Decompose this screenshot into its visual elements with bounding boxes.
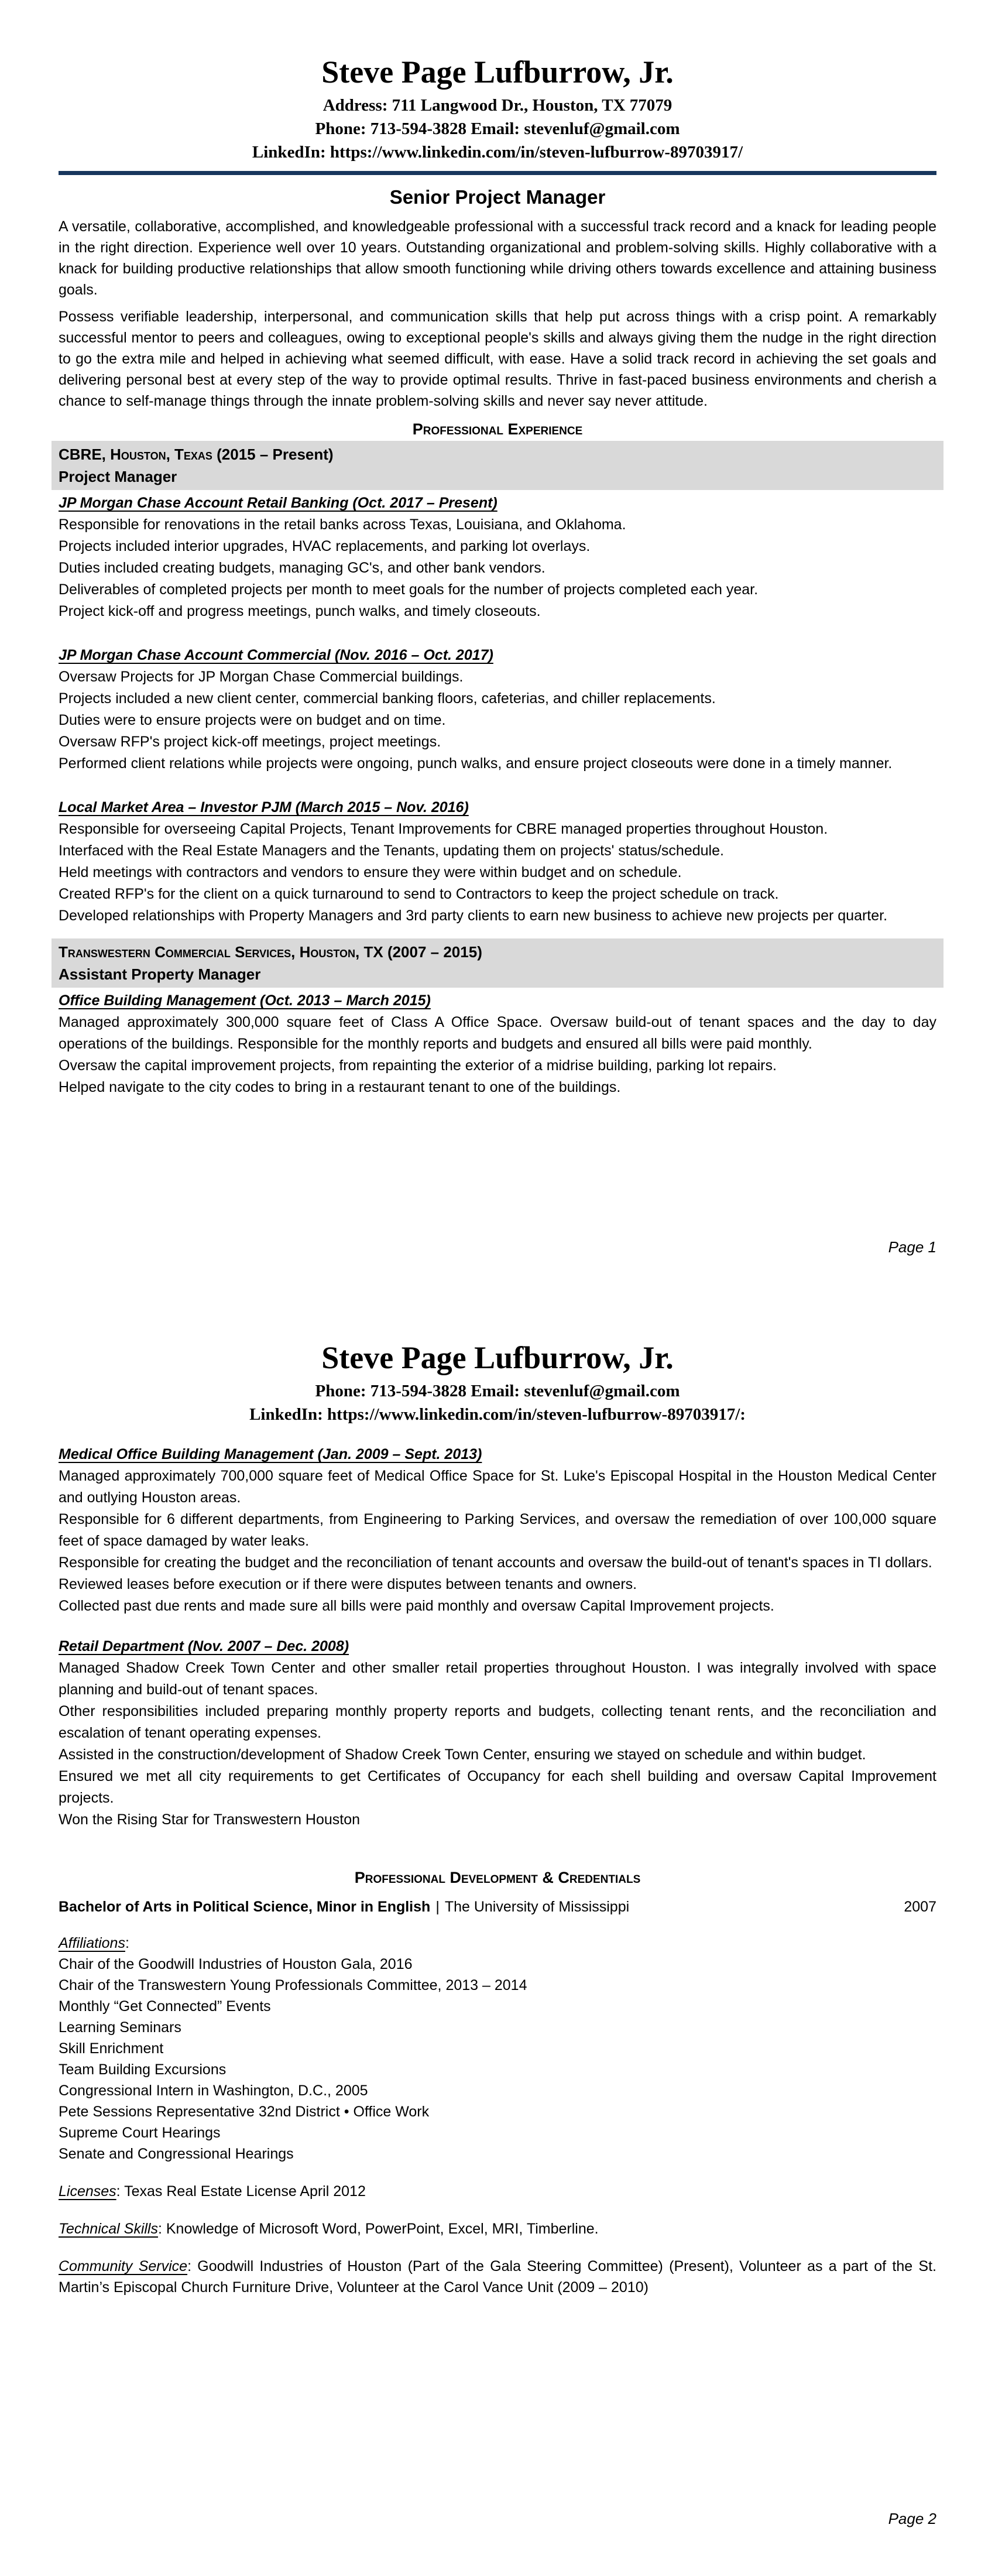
job-line: Project kick-off and progress meetings, punch walks, and timely closeouts. [59, 603, 541, 619]
header-divider-rule [59, 171, 936, 175]
job-line: Collected past due rents and made sure all bills were paid monthly and oversaw Capital Improvement projects. [59, 1598, 774, 1614]
job-line: Projects included a new client center, commercial banking floors, cafeterias, and chiller replacements. [59, 690, 716, 707]
summary-paragraph-2: Possess verifiable leadership, interpersonal, and communication skills that help put across things with a crisp point. A remarkably successful mentor to peers and colleagues, owing to exceptional people's skills and always giving them the nudge in the right direction to go the extra mile and helped in achieving what seemed difficult, with ease. Have a solid track record in achieving the set goals and delivering personal best at every step of the way to provide optimal results. Thrive in fast-paced business environments and cherish a chance to self-manage things through the innate problem-solving skills and never say never attitude. [59, 309, 936, 409]
job-line: Oversaw Projects for JP Morgan Chase Commercial buildings. [59, 669, 464, 685]
job-section-commercial [59, 645, 936, 775]
employer-role: Project Manager [59, 468, 177, 485]
section-heading-credentials: Professional Development & Credentials [354, 1869, 641, 1886]
affiliation-item: Pete Sessions Representative 32nd District • Office Work [59, 2104, 430, 2120]
linkedin-line: LinkedIn: https://www.linkedin.com/in/steven-lufburrow-89703917/ [252, 143, 743, 162]
affiliation-item: Congressional Intern in Washington, D.C., 2005 [59, 2082, 368, 2099]
employer-name-dates: (2007 – 2015) [383, 943, 482, 961]
licenses-label: Licenses [59, 2183, 116, 2200]
job-heading: Local Market Area – Investor PJM (March 2015 – Nov. 2016) [59, 799, 469, 816]
spacer [59, 2164, 936, 2181]
phone-email-line: Phone: 713-594-3828 Email: stevenluf@gmail.com [315, 1382, 680, 1400]
affiliation-item: Team Building Excursions [59, 2061, 227, 2078]
employer-role: Assistant Property Manager [59, 965, 261, 983]
job-section-retail-department [59, 1636, 936, 1831]
spacer [59, 775, 936, 794]
employer-block-transwestern [52, 938, 943, 988]
spacer [59, 2239, 936, 2256]
job-line: Won the Rising Star for Transwestern Houston [59, 1811, 361, 1828]
job-line: Projects included interior upgrades, HVAC replacements, and parking lot overlays. [59, 538, 591, 554]
job-heading: JP Morgan Chase Account Commercial (Nov. 2016 – Oct. 2017) [59, 647, 493, 663]
job-heading: Retail Department (Nov. 2007 – Dec. 2008) [59, 1638, 349, 1654]
job-line: Assisted in the construction/development of Shadow Creek Town Center, ensuring we stayed on schedule and within budget. [59, 1746, 866, 1763]
affiliation-item: Chair of the Transwestern Young Professionals Committee, 2013 – 2014 [59, 1977, 527, 1993]
job-line: Reviewed leases before execution or if there were disputes between tenants and owners. [59, 1576, 637, 1592]
affiliation-item: Monthly “Get Connected” Events [59, 1998, 271, 2015]
spacer [59, 2202, 936, 2218]
employer-name [59, 941, 936, 963]
section-heading-professional-experience: Professional Experience [412, 420, 583, 438]
summary-paragraph-1: A versatile, collaborative, accomplished, and knowledgeable professional with a successful track record and a knack for leading people in the right direction. Experience well over 10 years. Outstanding organizational and problem-solving skills. Highly collaborative with a knack for building productive relationships that allow smooth functioning while driving others towards excellence and attaining business goals. [59, 218, 936, 298]
job-line: Managed approximately 300,000 square feet of Class A Office Space. Oversaw build-out of tenant spaces and the day to day operations of the buildings. Responsible for the monthly reports and budgets and ensured all bills were paid monthly. [59, 1014, 936, 1052]
education-school: The University of Mississippi [444, 1899, 630, 1915]
job-heading: Medical Office Building Management (Jan. 2009 – Sept. 2013) [59, 1446, 482, 1462]
job-line: Duties were to ensure projects were on budget and on time. [59, 712, 446, 728]
job-line: Responsible for creating the budget and the reconciliation of tenant accounts and oversaw the build-out of tenant's spaces in TI dollars. [59, 1554, 932, 1571]
employer-name-dates: (2015 – Present) [212, 446, 334, 463]
affiliations-colon: : [125, 1935, 129, 1951]
address-line: Address: 711 Langwood Dr., Houston, TX 77079 [322, 96, 673, 115]
job-heading: JP Morgan Chase Account Retail Banking (Oct. 2017 – Present) [59, 495, 498, 511]
phone-email-line: Phone: 713-594-3828 Email: stevenluf@gmail.com [315, 119, 680, 138]
affiliation-item: Senate and Congressional Hearings [59, 2146, 294, 2162]
page2-header [59, 1340, 936, 1426]
job-line: Oversaw the capital improvement projects, from repainting the exterior of a midrise building, parking lot repairs. [59, 1057, 777, 1074]
role-title: Senior Project Manager [389, 186, 606, 208]
affiliations-label: Affiliations [59, 1935, 125, 1951]
job-line: Responsible for overseeing Capital Projects, Tenant Improvements for CBRE managed properties throughout Houston. [59, 821, 828, 837]
affiliation-item: Supreme Court Hearings [59, 2125, 221, 2141]
job-heading: Office Building Management (Oct. 2013 – March 2015) [59, 992, 431, 1009]
job-line: Helped navigate to the city codes to bring in a restaurant tenant to one of the buildings. [59, 1079, 621, 1095]
employer-name [59, 443, 936, 465]
job-section-retail-banking [59, 492, 936, 622]
job-line: Developed relationships with Property Managers and 3rd party clients to earn new business to achieve new projects per quarter. [59, 907, 888, 924]
linkedin-line: LinkedIn: https://www.linkedin.com/in/steven-lufburrow-89703917/: [249, 1405, 746, 1424]
job-line: Interfaced with the Real Estate Managers and the Tenants, updating them on projects' status/schedule. [59, 842, 724, 859]
licenses-text: : Texas Real Estate License April 2012 [116, 2183, 366, 2200]
job-line: Performed client relations while projects were ongoing, punch walks, and ensure project closeouts were done in a timely manner. [59, 755, 893, 772]
job-line: Ensured we met all city requirements to get Certificates of Occupancy for each shell building and oversaw Capital Improvement projects. [59, 1768, 936, 1806]
job-line: Managed Shadow Creek Town Center and other smaller retail properties throughout Houston. I was integrally involved with space planning and build-out of tenant spaces. [59, 1660, 936, 1698]
job-line: Responsible for 6 different departments, from Engineering to Parking Services, and oversaw the remediation of over 100,000 square feet of space damaged by water leaks. [59, 1511, 936, 1549]
job-section-medical-office [59, 1444, 936, 1617]
job-line: Duties included creating budgets, managing GC's, and other bank vendors. [59, 560, 545, 576]
affiliations-label-line [59, 1933, 936, 1954]
education-year: 2007 [904, 1899, 936, 1915]
education-degree: Bachelor of Arts in Political Science, Minor in English [59, 1899, 431, 1915]
community-service-text: : Goodwill Industries of Houston (Part of the Gala Steering Committee) (Present), Volunteer as a part of the St. Martin’s Episcopal Church Furniture Drive, Volunteer at the Carol Vance Unit (2009 – 2010) [59, 2258, 936, 2296]
technical-skills-label: Technical Skills [59, 2221, 158, 2237]
spacer [59, 927, 936, 938]
affiliation-item: Skill Enrichment [59, 2040, 164, 2057]
affiliation-item: Chair of the Goodwill Industries of Houston Gala, 2016 [59, 1956, 413, 1972]
employer-block-cbre [52, 441, 943, 490]
job-section-office-building-mgmt [59, 990, 936, 1098]
spacer [59, 1426, 936, 1441]
page1-header [59, 54, 936, 164]
job-line: Created RFP's for the client on a quick turnaround to send to Contractors to keep the project schedule on track. [59, 886, 779, 902]
technical-skills-text: : Knowledge of Microsoft Word, PowerPoint, Excel, MRI, Timberline. [157, 2221, 599, 2237]
candidate-name: Steve Page Lufburrow, Jr. [321, 1340, 674, 1375]
licenses-line [59, 2181, 936, 2202]
job-section-local-market-area [59, 797, 936, 927]
employer-name-smallcaps: CBRE, Houston, Texas [59, 446, 212, 463]
job-line: Deliverables of completed projects per month to meet goals for the number of projects completed each year. [59, 581, 759, 598]
community-service-paragraph [59, 2256, 936, 2298]
education-degree-line [59, 1896, 629, 1917]
community-service-label: Community Service [59, 2258, 188, 2274]
page-number: Page 1 [888, 1238, 936, 1256]
job-line: Other responsibilities included preparing monthly property reports and budgets, collecting tenant rents, and the reconciliation and escalation of tenant operating expenses. [59, 1703, 936, 1741]
job-line: Held meetings with contractors and vendors to ensure they were within budget and on schedule. [59, 864, 682, 881]
spacer [59, 1617, 936, 1633]
technical-skills-line [59, 2218, 936, 2239]
candidate-name: Steve Page Lufburrow, Jr. [321, 54, 674, 90]
employer-name-smallcaps: Transwestern Commercial Services, Houston, TX [59, 943, 383, 961]
page-number: Page 2 [888, 2510, 936, 2527]
job-line: Oversaw RFP's project kick-off meetings, project meetings. [59, 734, 441, 750]
education-divider: | [435, 1899, 440, 1915]
affiliation-item: Learning Seminars [59, 2019, 181, 2036]
spacer [59, 622, 936, 642]
job-line: Responsible for renovations in the retail banks across Texas, Louisiana, and Oklahoma. [59, 516, 626, 533]
education-row [59, 1896, 936, 1917]
job-line: Managed approximately 700,000 square feet of Medical Office Space for St. Luke's Episcopal Hospital in the Houston Medical Center and outlying Houston areas. [59, 1468, 936, 1506]
resume-page-2 [0, 1288, 995, 2576]
